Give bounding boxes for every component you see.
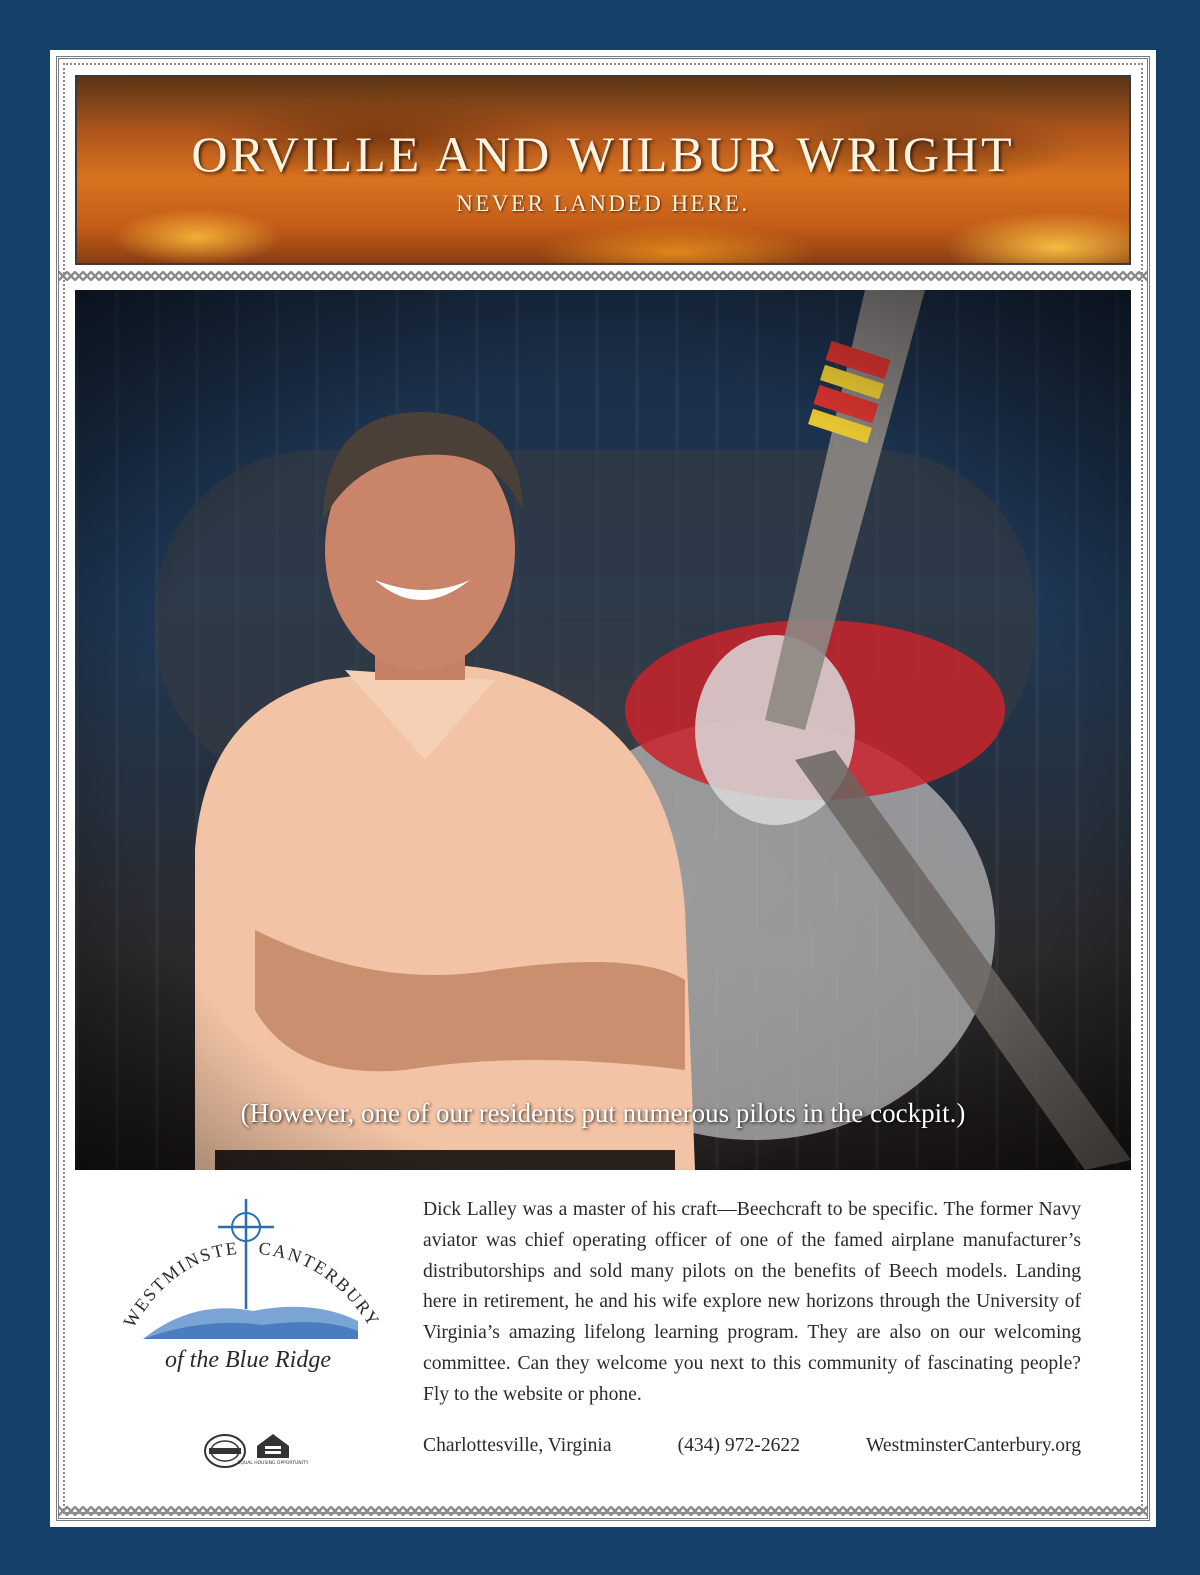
photo-caption: (However, one of our residents put numerous pilots in the cockpit.): [240, 1098, 966, 1128]
logo-tagline: of the Blue Ridge: [165, 1347, 331, 1373]
hero-photo: [75, 290, 1131, 1170]
logo-name-right: CANTERBURY: [257, 1237, 383, 1331]
body-copy: Dick Lalley was a master of his craft—Beechcraft to be specific. The former Navy aviator was chief operating officer of one of the famed airplane manufacturer’s distributorships and sold many pilots on the benefits of Beech models. Landing here in retirement, he and his wife explore new horizons through the University of Virginia’s amazing lifelong learning program. They are also on our welcoming committee. Can they welcome you next to this community of fascinating people? Fly to the website or phone.: [423, 1199, 1081, 1405]
headline: ORVILLE AND WILBUR WRIGHT: [191, 126, 1015, 182]
phone-number[interactable]: (434) 972-2622: [677, 1435, 801, 1456]
vignette: [75, 290, 1131, 1170]
compliance-badges: [203, 1432, 309, 1470]
decorative-divider: [59, 1506, 1147, 1516]
decorative-divider: [59, 271, 1147, 281]
westminster-canterbury-logo: [113, 1199, 383, 1399]
subheadline: NEVER LANDED HERE.: [456, 191, 750, 216]
header-banner: [75, 75, 1131, 265]
website-link[interactable]: WestminsterCanterbury.org: [866, 1435, 1081, 1456]
location-text: Charlottesville, Virginia: [423, 1435, 612, 1456]
equal-housing-icon: [237, 1432, 309, 1470]
logo-mark: [113, 1199, 383, 1349]
equal-housing-text: EQUAL HOUSING OPPORTUNITY: [237, 1461, 309, 1466]
ad-frame: [56, 56, 1150, 1521]
contact-row: [423, 1435, 1081, 1457]
logo-name-left: WESTMINSTE: [119, 1237, 240, 1331]
photo-illustration: [75, 290, 1131, 1170]
